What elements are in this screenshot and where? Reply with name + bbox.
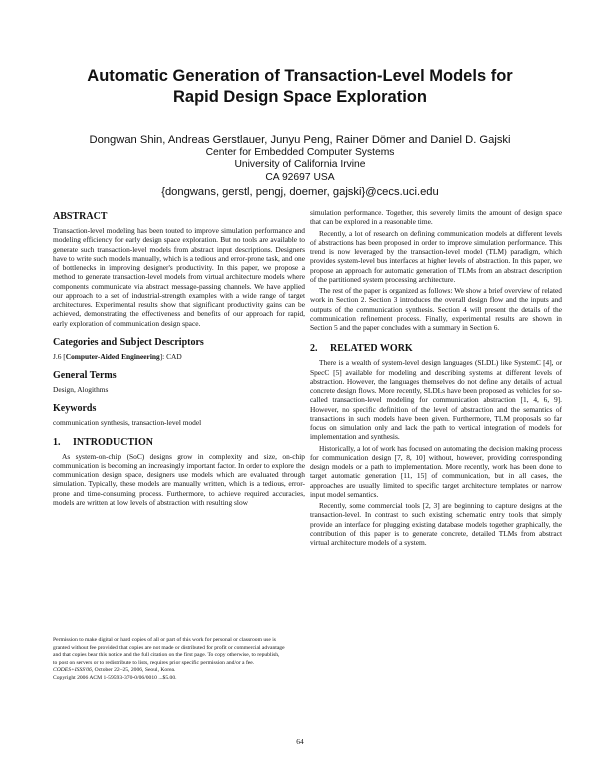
author-address: CA 92697 USA	[265, 171, 335, 183]
intro-paragraph-2: Recently, a lot of research on defining communication models at different levels of abstractions has been proposed in order to improve simulation performance. This trend is now leveraged by the transaction-level model (TLM) paradigm, which provides system-level bus interfaces at higher levels of abstraction. In this paper, we propose an approach for automatic generation of TLMs from an abstract description of the partitioned system processing architecture.	[310, 228, 562, 284]
related-work-paragraph-1: There is a wealth of system-level design languages (SLDL) like SystemC [4], or SpecC [5] available for modeling and describing systems at different levels of abstraction. However, the languages themselves do not define any details of actual concrete design flows. More recently, SLDLs have been proposed as vehicles for so-called transaction-level modeling for communication abstraction [1, 4, 6, 9]. However, no specific definition of the level of abstraction and the semantics of transactions in such models have been given. Furthermore, TLM proposals so far focus on simulation only and lack the path to vertical integration of models for implementation and synthesis.	[310, 358, 562, 442]
general-terms-heading: General Terms	[53, 370, 117, 381]
footnote-permission: Permission to make digital or hard copies of all or part of this work for personal or classroom use is granted without fee provided that copies are not made or distributed for profit or commercial advantage and that copies bear this notice and the full citation on the first page. To copy otherwise, to republish, to post on servers or to redistribute to lists, requires prior specific permission and/or a fee.	[53, 637, 285, 666]
author-email: {dongwans, gerstl, pengj, doemer, gajski}@cecs.uci.edu	[161, 185, 439, 198]
title-line-1: Automatic Generation of Transaction-Level Models for	[87, 67, 513, 85]
related-work-heading	[310, 343, 562, 355]
footnote-venue	[53, 667, 285, 675]
introduction-number: 1.	[53, 436, 61, 448]
abstract-text: Transaction-level modeling has been touted to improve simulation performance and modeling efficiency for early design space exploration. But no tools are available to generate such transaction-level models from abstract input descriptions. Designers have to write such models manually, which is a tedious and error-prone task, and one of bottlenecks in improving designer's productivity. In this paper, we propose a method to generate transaction-level models from virtual architecture models where components communicate via abstract message-passing channels. We have applied our approach to a set of industrial-strength examples with a wide range of target architectures. Experimental results show that significant productivity gains can be achieved, demonstrating the effectiveness and benefits of our approach for rapid, early exploration of communication design space.	[53, 226, 305, 328]
related-work-title: RELATED WORK	[330, 343, 413, 355]
categories-heading: Categories and Subject Descriptors	[53, 336, 204, 348]
author-names: Dongwan Shin, Andreas Gerstlauer, Junyu Peng, Rainer Dömer and Daniel D. Gajski	[89, 134, 511, 146]
keywords-text: communication synthesis, transaction-level model	[53, 418, 202, 428]
related-work-number: 2.	[310, 343, 318, 355]
right-column	[310, 208, 562, 547]
categories-rest: ]: CAD	[159, 351, 182, 361]
intro-paragraph-3: The rest of the paper is organized as follows: We show a brief overview of related work in Section 2. Section 3 introduces the overall design flow and the inputs and outputs of the communication synthesis. Section 4 will present the details of the communication refinement process. Finally, experimental results are shown in Section 5 and the paper concludes with a summary in Section 6.	[310, 286, 562, 332]
general-terms-text: Design, Alogithms	[53, 385, 109, 394]
footnote-venue-name: CODES+ISSS'06,	[53, 667, 94, 674]
permission-footnote	[53, 637, 285, 683]
introduction-heading	[53, 437, 305, 449]
author-university: University of California Irvine	[234, 159, 366, 171]
related-work-paragraph-2: Historically, a lot of work has focused on automating the decision making process for communication design [7, 8, 10] without, however, providing corresponding design models or a path to implementation. More recently, work has been done to target automatic generation [11, 15] of communication, but in all cases, the approaches are usually limited to specific target architecture templates or narrow input model semantics.	[310, 443, 562, 499]
keywords-section	[53, 403, 305, 427]
related-work-paragraph-3: Recently, some commercial tools [2, 3] are beginning to capture designs at the transaction-level. In contrast to such existing schematic entry tools that simply provide an interface for plugging existing database models together graphically, the contribution of this paper is to generate concrete, detailed TLMs from abstract virtual architecture models of a system.	[310, 501, 562, 547]
page-number: 64	[296, 737, 304, 746]
abstract-heading: ABSTRACT	[53, 211, 108, 222]
keywords-heading: Keywords	[53, 403, 97, 415]
categories-code: J.6 [	[53, 351, 66, 361]
paper-title	[40, 66, 560, 108]
intro-continued: simulation performance. Together, this severely limits the amount of design space that can be explored in a reasonable time.	[310, 208, 562, 227]
left-column	[53, 211, 305, 507]
footnote-copyright: Copyright 2006 ACM 1-59593-370-0/06/0010 ...$5.00.	[53, 674, 177, 681]
categories-bold: Computer-Aided Engineering	[65, 351, 160, 361]
author-block	[20, 134, 580, 198]
title-line-2: Rapid Design Space Exploration	[173, 88, 427, 106]
categories-text	[53, 352, 305, 361]
introduction-section	[53, 437, 305, 508]
related-work-section	[310, 343, 562, 547]
introduction-paragraph: As system-on-chip (SoC) designs grow in complexity and size, on-chip communication is becoming an increasingly important factor. In order to explore the communication design space, designers use models which are evaluated through simulation. Typically, these models are manually written, which is a tedious, error-prone and time-consuming process. Furthermore, to achieve required accuracies, models are written at low levels of abstraction with resulting slow	[53, 451, 305, 507]
general-terms-section	[53, 370, 305, 394]
introduction-title: INTRODUCTION	[73, 436, 154, 448]
categories-section	[53, 337, 305, 361]
footnote-venue-rest: October 22–25, 2006, Seoul, Korea.	[93, 667, 176, 674]
author-center: Center for Embedded Computer Systems	[205, 147, 395, 159]
